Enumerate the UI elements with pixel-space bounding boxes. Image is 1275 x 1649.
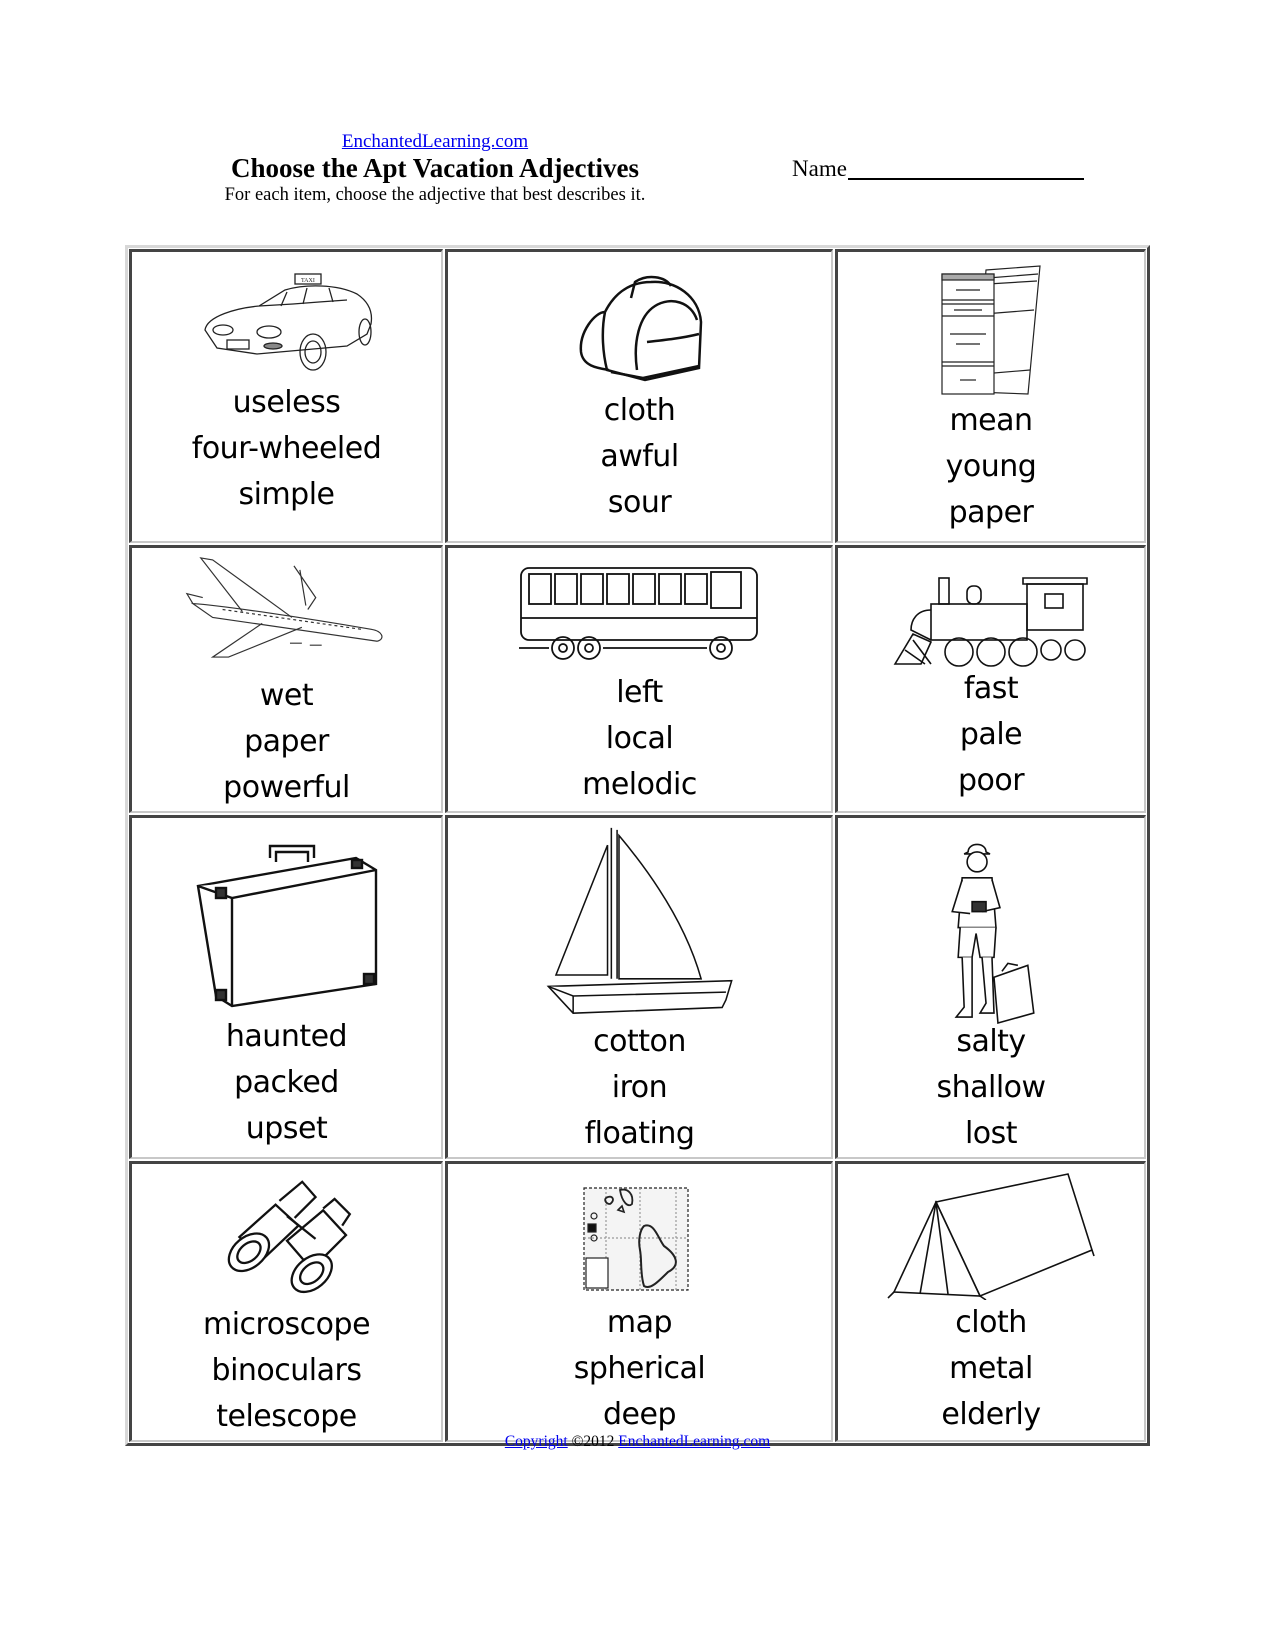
copyright-link[interactable]: Copyright — [504, 1433, 568, 1450]
item-cell-bus — [445, 545, 833, 813]
item-cell-map — [445, 1161, 833, 1442]
tent-picture — [886, 1170, 1096, 1300]
adjective-option[interactable]: sour — [607, 485, 672, 520]
tickets-picture — [936, 264, 1046, 396]
sailboat-picture — [540, 826, 740, 1017]
adjective-option[interactable]: useless — [232, 385, 341, 420]
adjective-option[interactable]: four-wheeled — [191, 431, 382, 466]
adjective-option[interactable]: poor — [957, 763, 1025, 798]
adjective-option[interactable]: microscope — [202, 1307, 371, 1342]
adjective-choices — [192, 380, 381, 518]
item-cell-train — [835, 545, 1146, 813]
backpack-picture — [575, 272, 705, 382]
adjective-option[interactable]: powerful — [223, 770, 350, 805]
adjective-option[interactable]: floating — [584, 1116, 695, 1151]
adjective-option[interactable]: simple — [238, 477, 335, 512]
item-cell-binoculars — [129, 1161, 443, 1442]
name-field — [792, 156, 1084, 182]
adjective-option[interactable]: awful — [600, 439, 679, 474]
adjective-option[interactable]: packed — [234, 1065, 339, 1100]
worksheet-instructions: For each item, choose the adjective that best describes it. — [224, 185, 646, 205]
adjective-option[interactable]: deep — [603, 1397, 676, 1432]
adjective-option[interactable]: fast — [963, 671, 1019, 706]
item-cell-suitcase — [129, 815, 443, 1159]
adjective-choices — [585, 1019, 695, 1157]
adjective-option[interactable]: local — [605, 721, 674, 756]
airplane-picture — [182, 554, 392, 665]
adjective-option[interactable]: haunted — [225, 1019, 348, 1054]
item-cell-airplane — [129, 545, 443, 813]
adjective-choices — [941, 1300, 1040, 1438]
taxi-picture — [197, 272, 377, 376]
adjective-option[interactable]: lost — [964, 1116, 1018, 1151]
tourist-picture — [946, 838, 1036, 1027]
adjective-option[interactable]: salty — [956, 1024, 1026, 1059]
adjective-option[interactable]: mean — [949, 403, 1033, 438]
adjective-grid — [125, 245, 1150, 1446]
adjective-option[interactable]: pale — [959, 717, 1023, 752]
adjective-option[interactable]: shallow — [936, 1070, 1046, 1105]
item-cell-taxi — [129, 249, 443, 543]
adjective-option[interactable]: elderly — [941, 1397, 1041, 1432]
map-picture — [582, 1186, 698, 1292]
adjective-option[interactable]: wet — [259, 678, 314, 713]
adjective-choices — [600, 388, 678, 526]
footer — [0, 1433, 1275, 1451]
adjective-option[interactable]: binoculars — [211, 1353, 362, 1388]
adjective-option[interactable]: map — [606, 1305, 673, 1340]
item-cell-sailboat — [445, 815, 833, 1159]
item-cell-tourist — [835, 815, 1146, 1159]
site-link[interactable]: EnchantedLearning.com — [341, 131, 529, 152]
adjective-choices — [574, 1300, 706, 1438]
adjective-choices — [226, 1014, 347, 1152]
item-cell-tent — [835, 1161, 1146, 1442]
adjective-option[interactable]: paper — [948, 495, 1034, 530]
name-blank-line[interactable] — [848, 156, 1084, 180]
footer-site-link[interactable]: EnchantedLearning.com — [618, 1433, 771, 1450]
adjective-option[interactable]: upset — [245, 1111, 328, 1146]
adjective-option[interactable]: young — [945, 449, 1037, 484]
item-cell-backpack — [445, 249, 833, 543]
adjective-choices — [936, 1019, 1045, 1157]
train-picture — [891, 570, 1091, 670]
copyright-year: ©2012 — [571, 1433, 615, 1450]
adjective-option[interactable]: telescope — [216, 1399, 357, 1434]
bus-picture — [515, 560, 765, 668]
adjective-option[interactable]: left — [616, 675, 663, 710]
adjective-option[interactable]: spherical — [573, 1351, 706, 1386]
item-cell-tickets — [835, 249, 1146, 543]
adjective-choices — [203, 1302, 370, 1440]
adjective-choices — [958, 666, 1024, 804]
adjective-choices — [582, 670, 697, 808]
name-label: Name — [792, 156, 847, 181]
adjective-option[interactable]: melodic — [582, 767, 697, 802]
suitcase-picture — [192, 838, 382, 1008]
worksheet-title: Choose the Apt Vacation Adjectives — [230, 153, 639, 183]
adjective-option[interactable]: metal — [949, 1351, 1033, 1386]
adjective-choices — [946, 398, 1037, 536]
adjective-option[interactable]: cloth — [955, 1305, 1027, 1340]
adjective-option[interactable]: iron — [611, 1070, 668, 1105]
binoculars-picture — [217, 1178, 357, 1296]
taxi-sign-text: TAXI — [300, 278, 315, 284]
adjective-choices — [223, 673, 350, 811]
adjective-option[interactable]: paper — [244, 724, 329, 759]
adjective-option[interactable]: cotton — [593, 1024, 686, 1059]
adjective-option[interactable]: cloth — [603, 393, 676, 428]
